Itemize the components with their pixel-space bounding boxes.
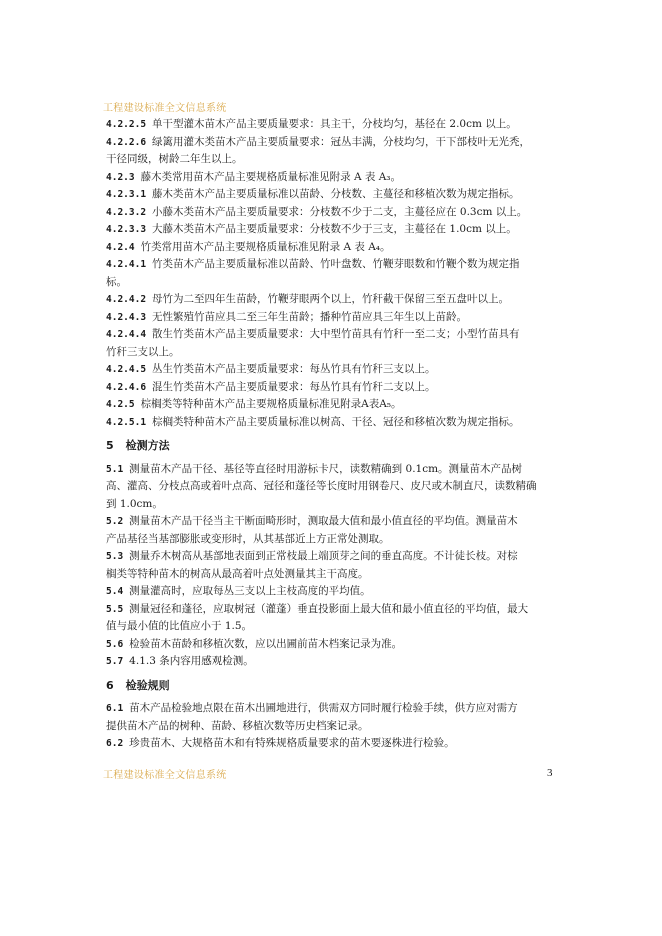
- clause-text: 混生竹类苗木产品主要质量要求：每丛竹具有竹秆二支以上。: [152, 380, 436, 393]
- clause-text: 藤木类常用苗木产品主要规格质量标准见附录 A 表 A₃。: [140, 170, 401, 183]
- text-line: [106, 116, 558, 134]
- clause-number: 5.1: [106, 463, 124, 475]
- clause-number: 4.2.4.6: [106, 381, 147, 393]
- clause-text: 值与最小值的比值应小于 1.5。: [106, 620, 253, 632]
- clause-number: 4.2.3.3: [106, 224, 147, 235]
- section-5-title: 检测方法: [125, 439, 170, 452]
- text-line: [106, 256, 558, 274]
- page-number: 3: [547, 767, 553, 779]
- clause-number: 5.2: [106, 516, 124, 527]
- clause-number: 4.2.5.1: [106, 416, 147, 428]
- clause-text: 大藤木类苗木产品主要质量要求：分枝数不少于三支，主蔓径在 1.0cm 以上。: [152, 223, 517, 235]
- document-body: [106, 116, 558, 753]
- watermark-top: 工程建设标准全文信息系统: [103, 103, 227, 114]
- text-line: [106, 274, 558, 292]
- clause-number: 4.2.2.6: [106, 136, 147, 148]
- text-line: [106, 291, 558, 309]
- section-4-2-items: [106, 116, 558, 431]
- clause-text: 珍贵苗木、大规格苗木和有特殊规格质量要求的苗木要逐株进行检验。: [129, 737, 455, 749]
- clause-number: 4.2.4.1: [106, 259, 147, 270]
- text-line: [106, 239, 558, 257]
- clause-number: 5.5: [106, 603, 124, 615]
- text-line: [106, 221, 558, 239]
- text-line: [106, 326, 558, 344]
- text-line: [106, 653, 558, 671]
- text-line: [106, 531, 558, 549]
- clause-text: 榈类等特种苗木的树高从最高着叶点处测量其主干高度。: [106, 567, 369, 580]
- text-line: [106, 718, 558, 736]
- clause-number: 4.2.3.1: [106, 189, 147, 200]
- clause-number: 6.1: [106, 703, 124, 714]
- clause-text: 竹秆三支以上。: [106, 345, 180, 358]
- clause-text: 散生竹类苗木产品主要质量要求：大中型竹苗具有竹秆一至二支；小型竹苗具有: [152, 328, 520, 340]
- clause-text: 提供苗木产品的树种、苗龄、移植次数等历史档案记录。: [106, 719, 369, 732]
- text-line: [106, 700, 558, 718]
- section-6-heading: [106, 677, 558, 695]
- clause-text: 测量冠径和蓬径，应取树冠（灌蓬）垂直投影面上最大值和最小值直径的平均值，最大: [129, 602, 529, 615]
- text-line: [106, 309, 558, 327]
- clause-number: 6.2: [106, 738, 124, 749]
- clause-text: 高、灌高、分枝点高或着叶点高、冠径和蓬径等长度时用钢卷尺、皮尺或木制直尺，读数精确: [106, 480, 537, 492]
- watermark-bottom: 工程建设标准全文信息系统: [103, 770, 227, 781]
- clause-number: 4.2.4.2: [106, 294, 147, 305]
- text-line: [106, 566, 558, 584]
- section-6-number: 6: [106, 678, 114, 692]
- clause-text: 棕榈类特种苗木产品主要质量标准以树高、干径、冠径和移植次数为规定指标。: [152, 415, 520, 428]
- clause-text: 棕榈类等特种苗木产品主要规格质量标准见附录A表A₅。: [140, 398, 402, 410]
- clause-number: 5.7: [106, 656, 124, 667]
- text-line: [106, 396, 558, 414]
- text-line: [106, 379, 558, 397]
- clause-text: 干径同级，树龄二年生以上。: [106, 153, 243, 165]
- clause-text: 测量灌高时，应取每丛三支以上主枝高度的平均值。: [129, 585, 371, 597]
- section-5-items: [106, 461, 558, 671]
- text-line: [106, 618, 558, 636]
- clause-number: 4.2.5: [106, 399, 135, 410]
- clause-number: 5.6: [106, 638, 124, 650]
- text-line: [106, 601, 558, 619]
- text-line: [106, 414, 558, 432]
- clause-text: 绿篱用灌木类苗木产品主要质量要求：冠丛丰满，分枝均匀，干下部枝叶无光秃，: [152, 135, 531, 148]
- clause-number: 4.2.4.5: [106, 364, 147, 375]
- section-5-heading: [106, 437, 558, 455]
- text-line: [106, 478, 558, 496]
- clause-text: 竹类苗木产品主要质量标准以苗龄、竹叶盘数、竹鞭芽眼数和竹鞭个数为规定指: [152, 258, 520, 270]
- clause-text: 无性繁殖竹苗应具二至三年生苗龄；播种竹苗应具三年生以上苗龄。: [152, 310, 468, 323]
- text-line: [106, 461, 558, 479]
- clause-text: 苗木产品检验地点限在苗木出圃地进行，供需双方同时履行检验手续，供方应对需方: [129, 702, 518, 714]
- text-line: [106, 496, 558, 514]
- clause-number: 4.2.3.2: [106, 206, 147, 218]
- text-line: [106, 186, 558, 204]
- clause-number: 4.2.2.5: [106, 119, 147, 130]
- clause-text: 测量乔木树高从基部地表面到正常枝最上端顶芽之间的垂直高度。不计徒长枝。对棕: [129, 550, 518, 562]
- clause-text: 标。: [106, 275, 127, 288]
- clause-text: 藤木类苗木产品主要质量标准以苗龄、分枝数、主蔓径和移植次数为规定指标。: [152, 188, 520, 200]
- clause-text: 4.1.3 条内容用感观检测。: [129, 655, 254, 667]
- clause-text: 竹类常用苗木产品主要规格质量标准见附录 A 表 A₄。: [140, 240, 391, 253]
- clause-text: 产品基径当基部膨胀或变形时，从其基部近上方正常处测取。: [106, 532, 390, 545]
- text-line: [106, 134, 558, 152]
- text-line: [106, 151, 558, 169]
- clause-number: 4.2.4.3: [106, 311, 147, 323]
- clause-number: 4.2.4.4: [106, 329, 147, 340]
- clause-text: 检验苗木苗龄和移植次数，应以出圃前苗木档案记录为准。: [129, 637, 403, 650]
- clause-number: 4.2.4: [106, 241, 135, 253]
- clause-text: 小藤木类苗木产品主要质量要求：分枝数不少于二支，主蔓径应在 0.3cm 以上。: [152, 205, 528, 218]
- text-line: [106, 169, 558, 187]
- text-line: [106, 583, 558, 601]
- section-6-items: [106, 700, 558, 753]
- clause-number: 5.4: [106, 586, 124, 597]
- clause-text: 到 1.0cm。: [106, 497, 163, 510]
- clause-number: 4.2.3: [106, 171, 135, 183]
- text-line: [106, 204, 558, 222]
- section-5-number: 5: [106, 439, 114, 452]
- text-line: [106, 344, 558, 362]
- text-line: [106, 513, 558, 531]
- clause-text: 单干型灌木苗木产品主要质量要求：具主干，分枝均匀，基径在 2.0cm 以上。: [152, 118, 517, 130]
- text-line: [106, 735, 558, 753]
- text-line: [106, 361, 558, 379]
- text-line: [106, 548, 558, 566]
- text-line: [106, 636, 558, 654]
- clause-text: 丛生竹类苗木产品主要质量要求：每丛竹具有竹秆三支以上。: [152, 363, 436, 375]
- section-6-title: 检验规则: [125, 678, 170, 692]
- clause-text: 测量苗木产品干径当主干断面畸形时，测取最大值和最小值直径的平均值。测量苗木: [129, 515, 518, 527]
- clause-text: 母竹为二至四年生苗龄，竹鞭芽眼两个以上，竹秆截干保留三至五盘叶以上。: [152, 293, 510, 305]
- clause-text: 测量苗木产品干径、基径等直径时用游标卡尺，读数精确到 0.1cm。测量苗木产品树: [129, 462, 523, 475]
- clause-number: 5.3: [106, 551, 124, 562]
